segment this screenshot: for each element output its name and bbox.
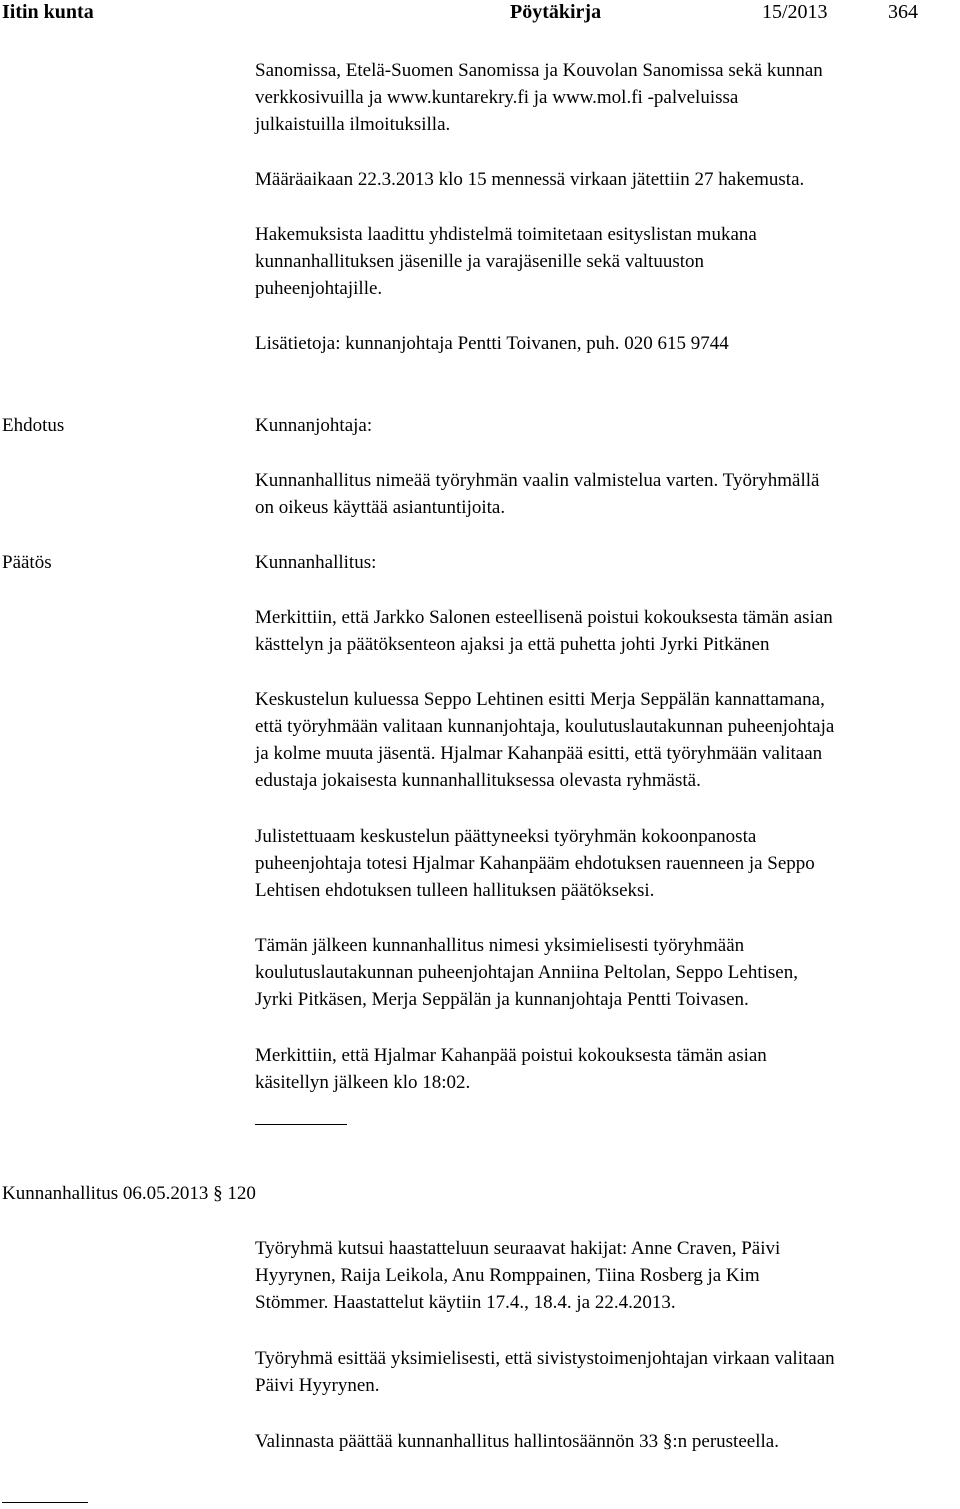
ehdotus-heading: Kunnanjohtaja:	[255, 415, 373, 436]
section2-line: Työryhmä esittää yksimielisesti, että sivistystoimenjohtajan virkaan valitaan	[255, 1348, 835, 1369]
ehdotus-line: Kunnanhallitus nimeää työryhmän vaalin valmistelua varten. Työryhmällä	[255, 470, 820, 491]
paatos-line: kästtelyn ja päätöksenteon ajaksi ja että puhetta johti Jyrki Pitkänen	[255, 634, 770, 655]
section2-line: Valinnasta päättää kunnanhallitus hallintosäännön 33 §:n perusteella.	[255, 1431, 779, 1452]
paatos-line: ja kolme muuta jäsentä. Hjalmar Kahanpää esitti, että työryhmään valitaan	[255, 743, 823, 764]
municipality-name: Iitin kunta	[2, 1, 94, 23]
paatos-line: Keskustelun kuluessa Seppo Lehtinen esitti Merja Seppälän kannattamana,	[255, 689, 825, 710]
intro-line: Hakemuksista laadittu yhdistelmä toimitetaan esityslistan mukana	[255, 224, 757, 245]
paatos-line: koulutuslautakunnan puheenjohtajan Anniina Peltolan, Seppo Lehtisen,	[255, 962, 798, 983]
contact-line: Lisätietoja: kunnanjohtaja Pentti Toivanen, puh. 020 615 9744	[255, 333, 729, 354]
section2-line: Stömmer. Haastattelut käytiin 17.4., 18.4. ja 22.4.2013.	[255, 1292, 676, 1313]
paatos-line: että työryhmään valitaan kunnanjohtaja, koulutuslautakunnan puheenjohtaja	[255, 716, 835, 737]
paatos-line: edustaja jokaisesta kunnanhallituksessa olevasta ryhmästä.	[255, 770, 701, 791]
paatos-line: Lehtisen ehdotuksen tulleen hallituksen päätökseksi.	[255, 880, 655, 901]
paatos-line: Jyrki Pitkäsen, Merja Seppälän ja kunnanjohtaja Pentti Toivasen.	[255, 989, 749, 1010]
paatos-line: käsitellyn jälkeen klo 18:02.	[255, 1072, 471, 1093]
paatos-label: Päätös	[2, 552, 52, 573]
section-reference	[2, 1180, 256, 1207]
ehdotus-line: on oikeus käyttää asiantuntijoita.	[255, 497, 506, 518]
section2-line: Hyyrynen, Raija Leikola, Anu Romppainen, Tiina Rosberg ja Kim	[255, 1265, 760, 1286]
paatos-line: Tämän jälkeen kunnanhallitus nimesi yksimielisesti työryhmään	[255, 935, 745, 956]
section2-line: Työryhmä kutsui haastatteluun seuraavat hakijat: Anne Craven, Päivi	[255, 1238, 781, 1259]
paatos-line: Julistettuaam keskustelun päättyneeksi työryhmän kokoonpanosta	[255, 826, 757, 847]
paatos-line: Merkittiin, että Hjalmar Kahanpää poistui kokouksesta tämän asian	[255, 1045, 767, 1066]
section-paragraph-number: § 120	[213, 1183, 256, 1204]
intro-line: Sanomissa, Etelä-Suomen Sanomissa ja Kouvolan Sanomissa sekä kunnan	[255, 60, 823, 81]
intro-line: puheenjohtajille.	[255, 278, 383, 299]
footer-divider	[2, 1502, 88, 1503]
section-divider	[255, 1124, 347, 1125]
section2-line: Päivi Hyyrynen.	[255, 1375, 380, 1396]
section-meeting: Kunnanhallitus 06.05.2013	[2, 1183, 209, 1204]
page-number: 364	[888, 1, 918, 23]
intro-line: kunnanhallituksen jäsenille ja varajäsenille sekä valtuuston	[255, 251, 705, 272]
paatos-line: puheenjohtaja totesi Hjalmar Kahanpääm ehdotuksen rauenneen ja Seppo	[255, 853, 815, 874]
document-type: Pöytäkirja	[510, 1, 602, 23]
ehdotus-label: Ehdotus	[2, 415, 65, 436]
intro-line: verkkosivuilla ja www.kuntarekry.fi ja www.mol.fi -palveluissa	[255, 87, 739, 108]
page-reference: 15/2013	[762, 1, 828, 23]
paatos-heading: Kunnanhallitus:	[255, 552, 377, 573]
intro-line: julkaistuilla ilmoituksilla.	[255, 114, 451, 135]
paatos-line: Merkittiin, että Jarkko Salonen esteellisenä poistui kokouksesta tämän asian	[255, 607, 833, 628]
intro-line: Määräaikaan 22.3.2013 klo 15 mennessä virkaan jätettiin 27 hakemusta.	[255, 169, 805, 190]
